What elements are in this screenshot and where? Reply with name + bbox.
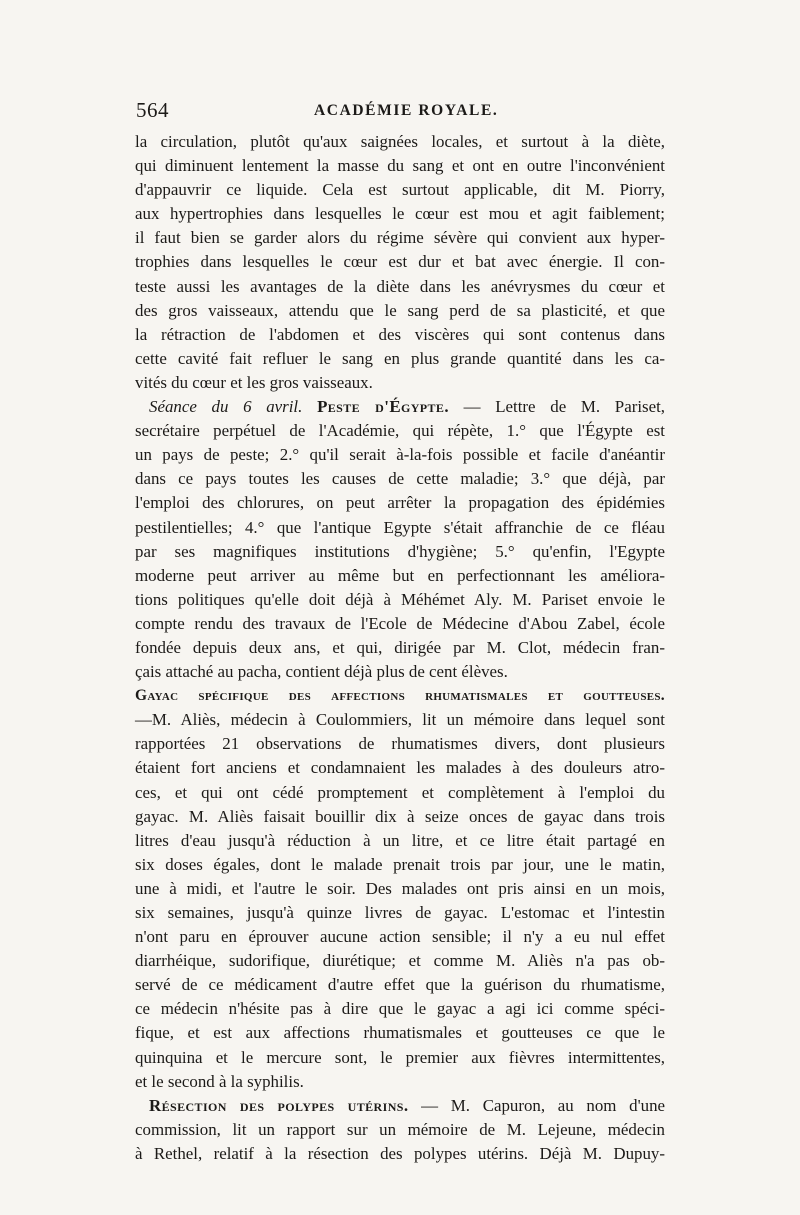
text-line: servé de ce médicament d'autre effet que la guérison du rhumatisme, bbox=[135, 975, 665, 995]
running-head: ACADÉMIE ROYALE. bbox=[314, 102, 499, 119]
body-text bbox=[135, 130, 665, 1166]
text-line: n'ont paru en éprouver aucune action sensible; il n'y a eu nul effet bbox=[135, 927, 665, 947]
text-line: gayac. M. Aliès faisait bouillir dix à seize onces de gayac dans trois bbox=[135, 806, 665, 826]
text-line: moderne peut arriver au même but en perfectionnant les améliora- bbox=[135, 565, 665, 585]
page-number: 564 bbox=[136, 98, 169, 122]
text-line: dans ce pays toutes les causes de cette maladie; 3.° que déjà, par bbox=[135, 469, 665, 489]
text-line: une à midi, et l'autre le soir. Des malades ont pris ainsi en un mois, bbox=[135, 878, 665, 898]
text-line: étaient fort anciens et condamnaient les malades à des douleurs atro- bbox=[135, 758, 665, 778]
text-line: aux hypertrophies dans lesquelles le cœur est mou et agit faiblement; bbox=[135, 204, 665, 224]
text-line: trophies dans lesquelles le cœur est dur et bat avec énergie. Il con- bbox=[135, 252, 665, 272]
text-line: compte rendu des travaux de l'Ecole de Médecine d'Abou Zabel, école bbox=[135, 613, 665, 633]
section-title-peste: Peste d'Égypte. bbox=[317, 397, 449, 417]
text-line: six semaines, jusqu'à quinze livres de gayac. L'estomac et l'intestin bbox=[135, 903, 665, 922]
text-line: la rétraction de l'abdomen et des viscères qui sont contenus dans bbox=[135, 324, 665, 344]
text-line: pestilentielles; 4.° que l'antique Egypte s'était affranchie de ce fléau bbox=[135, 517, 665, 537]
resection-heading-line bbox=[135, 1094, 665, 1118]
text-line: d'appauvrir ce liquide. Cela est surtout applicable, dit M. Piorry, bbox=[135, 180, 665, 200]
text-line: tions politiques qu'elle doit déjà à Méhémet Aly. M. Pariset envoie le bbox=[135, 589, 665, 609]
text-line: des gros vaisseaux, attendu que le sang perd de sa plasticité, et que bbox=[135, 300, 665, 320]
text-line: çais attaché au pacha, contient déjà plus de cent élèves. bbox=[135, 662, 508, 682]
text-line: la circulation, plutôt qu'aux saignées locales, et surtout à la diète, bbox=[135, 132, 665, 151]
text-line: à Rethel, relatif à la résection des polypes utérins. Déjà M. Dupuy- bbox=[135, 1143, 665, 1163]
text-fragment: — M. Capuron, au nom d'une bbox=[421, 1095, 666, 1115]
text-line: six doses égales, dont le malade prenait trois par jour, une le matin, bbox=[135, 854, 665, 874]
section-title-gayac: Gayac spécifique des affections rhumatismales et goutteuses. bbox=[135, 687, 665, 705]
text-line: et le second à la syphilis. bbox=[135, 1071, 304, 1091]
text-line: fique, et est aux affections rhumatismales et goutteuses ce que le bbox=[135, 1023, 665, 1043]
text-line: cette cavité fait refluer le sang en plus grande quantité dans les ca- bbox=[135, 348, 665, 368]
text-line: litres d'eau jusqu'à réduction à un litre, et ce litre était partagé en bbox=[135, 830, 665, 850]
text-line: un pays de peste; 2.° qu'il serait à-la-fois possible et facile d'anéantir bbox=[135, 445, 665, 465]
text-fragment: — Lettre de M. Pariset, bbox=[463, 397, 665, 417]
text-line: ces, et qui ont cédé promptement et complètement à l'emploi du bbox=[135, 782, 665, 802]
text-line: il faut bien se garder alors du régime sévère qui convient aux hyper- bbox=[135, 228, 665, 248]
text-line: vités du cœur et les gros vaisseaux. bbox=[135, 372, 373, 392]
text-line: —M. Aliès, médecin à Coulommiers, lit un mémoire dans lequel sont bbox=[135, 710, 665, 730]
section-title-resection: Résection des polypes utérins. bbox=[149, 1095, 409, 1115]
text-line: fondée depuis deux ans, et qui, dirigée par M. Clot, médecin fran- bbox=[135, 637, 665, 657]
seance-heading-line bbox=[135, 395, 665, 419]
text-line: secrétaire perpétuel de l'Académie, qui répète, 1.° que l'Égypte est bbox=[135, 421, 665, 441]
text-line: qui diminuent lentement la masse du sang et ont en outre l'inconvénient bbox=[135, 156, 665, 176]
text-line: diarrhéique, sudorifique, diurétique; et comme M. Aliès n'a pas ob- bbox=[135, 951, 665, 971]
text-line: commission, lit un rapport sur un mémoire de M. Lejeune, médecin bbox=[135, 1119, 665, 1139]
seance-date: Séance du 6 avril. bbox=[149, 397, 303, 417]
text-line: ce médecin n'hésite pas à dire que le gayac a agi ici comme spéci- bbox=[135, 999, 665, 1019]
text-line: par ses magnifiques institutions d'hygiène; 5.° qu'enfin, l'Egypte bbox=[135, 541, 665, 561]
text-line: teste aussi les avantages de la diète dans les anévrysmes du cœur et bbox=[135, 276, 665, 296]
page-header bbox=[136, 98, 666, 128]
text-line: quinquina et le mercure sont, le premier aux fièvres intermittentes, bbox=[135, 1047, 665, 1067]
text-line: l'emploi des chlorures, on peut arrêter la propagation des épidémies bbox=[135, 493, 665, 513]
text-line: rapportées 21 observations de rhumatismes divers, dont plusieurs bbox=[135, 734, 665, 754]
